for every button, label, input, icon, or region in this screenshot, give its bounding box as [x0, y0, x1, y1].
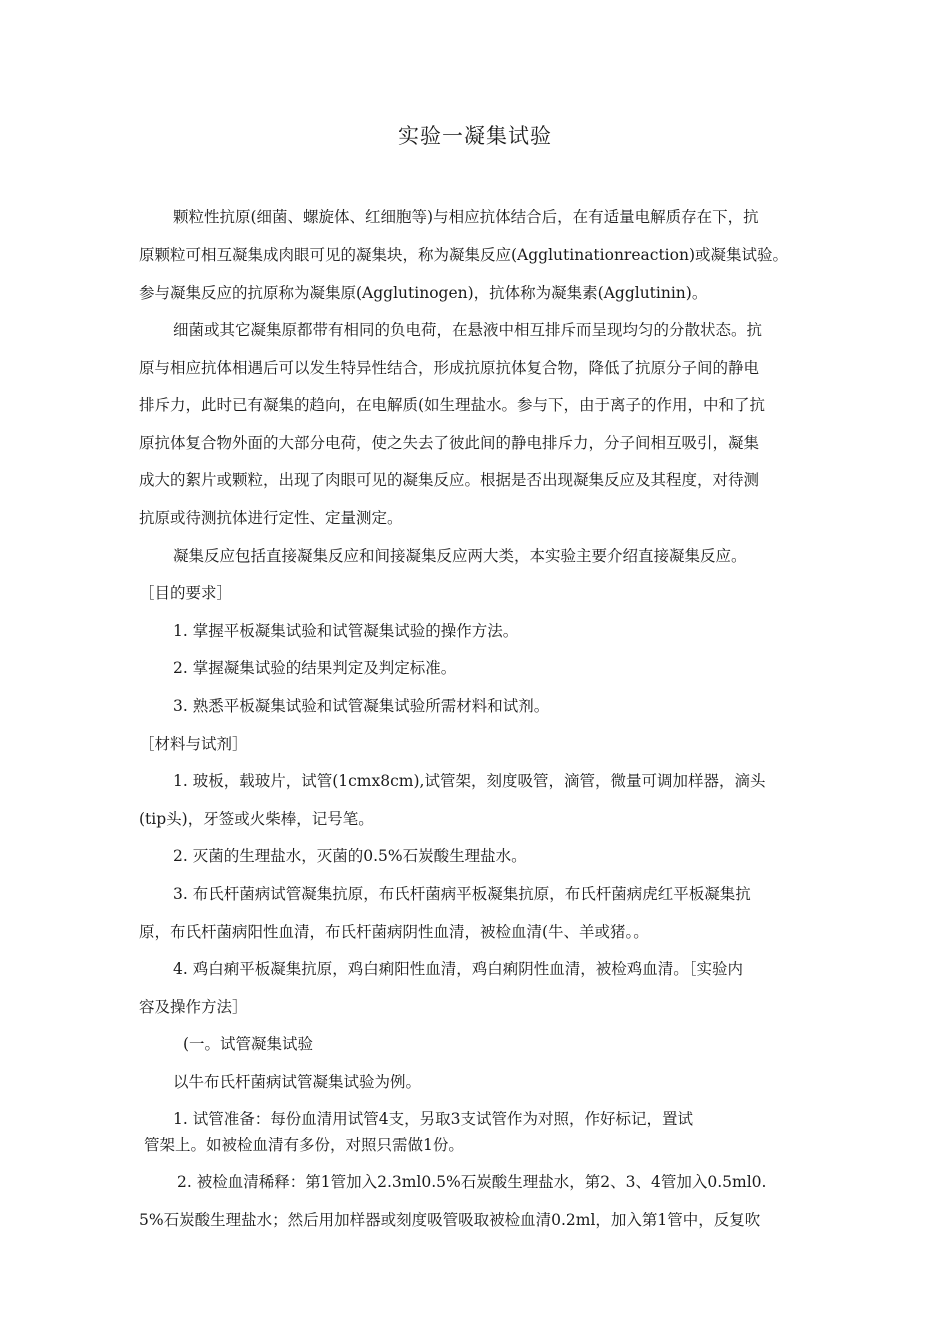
list-item-continuation: 容及操作方法］	[139, 998, 248, 1016]
list-item-continuation: (tip头)，牙签或火柴棒，记号笔。	[139, 810, 374, 828]
paragraph-line: 原抗体复合物外面的大部分电荷，使之失去了彼此间的静电排斥力，分子间相互吸引，凝集	[139, 434, 760, 452]
subsection-heading: (一。试管凝集试验	[183, 1035, 314, 1053]
list-item: 2. 被检血清稀释：第1管加入2.3ml0.5%石炭酸生理盐水，第2、3、4管加入0.5ml0.	[177, 1173, 767, 1191]
paragraph-line: 成大的絮片或颗粒，出现了肉眼可见的凝集反应。根据是否出现凝集反应及其程度，对待测	[139, 471, 760, 489]
paragraph-line: 原与相应抗体相遇后可以发生特异性结合，形成抗原抗体复合物，降低了抗原分子间的静电	[139, 359, 760, 377]
list-item-continuation: 5%石炭酸生理盐水；然后用加样器或刻度吸管吸取被检血清0.2ml，加入第1管中，反复吹	[139, 1211, 761, 1229]
paragraph-line: 参与凝集反应的抗原称为凝集原(Agglutinogen)，抗体称为凝集素(Agglutinin)。	[139, 284, 708, 302]
paragraph-line: 抗原或待测抗体进行定性、定量测定。	[139, 509, 403, 527]
list-item: 1. 玻板，载玻片，试管(1cmx8cm),试管架，刻度吸管，滴管，微量可调加样器，滴头	[173, 772, 766, 790]
list-item-continuation: 原，布氏杆菌病阳性血清，布氏杆菌病阴性血清，被检血清(牛、羊或猪。。	[139, 923, 649, 941]
list-item: 2. 灭菌的生理盐水，灭菌的0.5%石炭酸生理盐水。	[173, 847, 527, 865]
list-item: 2. 掌握凝集试验的结果判定及判定标准。	[173, 659, 457, 677]
list-item: 1. 掌握平板凝集试验和试管凝集试验的操作方法。	[173, 622, 519, 640]
list-item-continuation: 管架上。如被检血清有多份，对照只需做1份。	[144, 1136, 464, 1154]
paragraph-line: 排斥力，此时已有凝集的趋向，在电解质(如生理盐水。参与下，由于离子的作用，中和了抗	[139, 396, 766, 414]
list-item: 1. 试管准备：每份血清用试管4支，另取3支试管作为对照，作好标记，置试	[173, 1110, 693, 1128]
paragraph-line: 颗粒性抗原(细菌、螺旋体、红细胞等)与相应抗体结合后，在有适量电解质存在下，抗	[173, 208, 759, 226]
list-item: 3. 布氏杆菌病试管凝集抗原，布氏杆菌病平板凝集抗原，布氏杆菌病虎红平板凝集抗	[173, 885, 751, 903]
paragraph-line: 原颗粒可相互凝集成肉眼可见的凝集块，称为凝集反应(Agglutinationreaction)或凝集试验。	[139, 246, 788, 264]
document-title: 实验一凝集试验	[398, 124, 552, 148]
section-heading: ［目的要求］	[139, 584, 233, 602]
paragraph-line: 细菌或其它凝集原都带有相同的负电荷，在悬液中相互排斥而呈现均匀的分散状态。抗	[173, 321, 763, 339]
list-item: 4. 鸡白痢平板凝集抗原，鸡白痢阳性血清，鸡白痢阴性血清，被检鸡血清。［实验内	[173, 960, 743, 978]
list-item: 3. 熟悉平板凝集试验和试管凝集试验所需材料和试剂。	[173, 697, 550, 715]
paragraph-line: 凝集反应包括直接凝集反应和间接凝集反应两大类，本实验主要介绍直接凝集反应。	[173, 547, 747, 565]
paragraph-line: 以牛布氏杆菌病试管凝集试验为例。	[173, 1073, 422, 1091]
section-heading: ［材料与试剂］	[139, 735, 248, 753]
